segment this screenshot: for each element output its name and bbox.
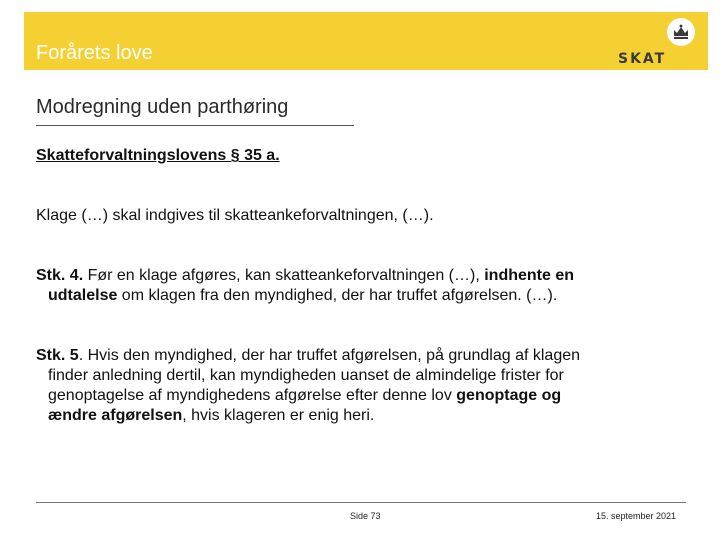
paragraph-stk-4-line-1 — [36, 266, 676, 286]
stk-5-text-1: . Hvis den myndighed, der har truffet afgørelsen, på grundlag af klagen — [78, 347, 581, 364]
stk-4-emphasis-2: udtalelse — [48, 287, 118, 304]
crown-badge — [667, 18, 695, 46]
header-band — [24, 12, 708, 70]
slide-title: Modregning uden parthøring — [36, 96, 289, 118]
presentation-title: Forårets love — [36, 42, 153, 64]
law-reference: Skatteforvaltningslovens § 35 a. — [36, 147, 280, 164]
paragraph-stk-5-line-2: finder anledning dertil, kan myndigheden uanset de almindelige frister for — [48, 367, 564, 384]
stk-4-text-1: Før en klage afgøres, kan skatteankeforvaltningen (…), — [83, 267, 485, 284]
paragraph-stk-4-line-2 — [36, 286, 676, 306]
stk-4-label: Stk. 4. — [36, 267, 84, 284]
paragraph-complaint-text: Klage (…) skal indgives til skatteankeforvaltningen, (…). — [36, 207, 434, 224]
stk-5-emphasis-1: genoptage og — [456, 387, 562, 404]
stk-5-text-4: , hvis klageren er enig heri. — [182, 407, 375, 424]
title-underline — [36, 125, 354, 126]
law-reference-paragraph — [36, 146, 676, 166]
stk-4-emphasis-1: indhente en — [484, 267, 574, 284]
footer-divider — [36, 502, 686, 503]
stk-5-emphasis-2: ændre afgørelsen — [48, 407, 183, 424]
footer-date: 15. september 2021 — [596, 511, 677, 521]
stk-5-label: Stk. 5 — [36, 347, 79, 364]
paragraph-complaint — [36, 206, 676, 226]
skat-logo — [618, 18, 690, 66]
stk-4-text-2: om klagen fra den myndighed, der har truffet afgørelsen. (…). — [117, 287, 558, 304]
stk-5-text-3: genoptagelse af myndighedens afgørelse efter denne lov — [48, 387, 457, 404]
crown-icon — [671, 22, 691, 42]
paragraph-stk-5-line-4 — [36, 406, 676, 426]
paragraph-stk-5-line-3 — [36, 386, 676, 406]
paragraph-stk-5-line-1 — [36, 346, 676, 366]
paragraph-stk-4 — [36, 266, 676, 306]
logo-wordmark: SKAT — [618, 51, 667, 67]
paragraph-stk-5 — [36, 346, 676, 426]
page-number: Side 73 — [350, 511, 381, 521]
